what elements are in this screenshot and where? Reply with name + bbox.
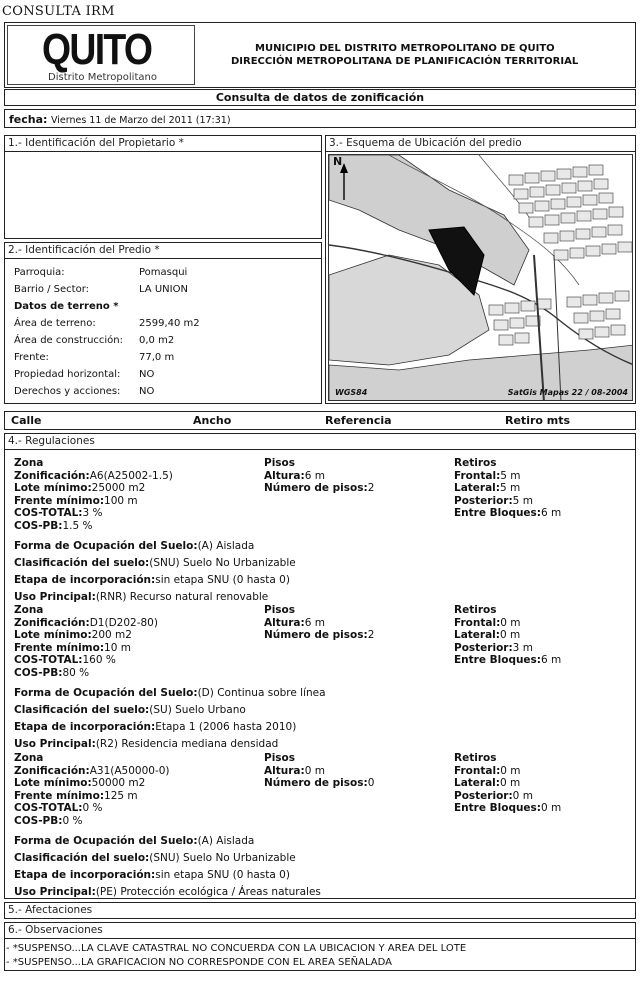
owner-section [4, 135, 322, 239]
field-label: Lateral: [454, 629, 500, 641]
field-label: Entre Bloques: [454, 654, 541, 666]
logo-subtitle: Distrito Metropolitano [48, 72, 157, 83]
afectaciones-section [4, 902, 636, 919]
field-label: Frontal: [454, 764, 501, 777]
regulation-field [14, 557, 296, 570]
field-label: Número de pisos: [264, 777, 368, 789]
field-value: 0 [367, 777, 375, 789]
regulation-field [454, 765, 561, 778]
regulation-field [454, 604, 561, 617]
field-label: Etapa de incorporación: [14, 869, 156, 881]
field-label: Frontal: [454, 616, 501, 629]
street-col-calle: Calle [11, 414, 42, 427]
field-label: Clasificación del suelo: [14, 704, 150, 716]
regulation-field [14, 721, 296, 734]
field-value: 125 m [104, 789, 138, 802]
field-label: Forma de Ocupación del Suelo: [14, 540, 198, 552]
field-label: Uso Principal: [14, 591, 96, 603]
field-value: (SNU) Suelo No Urbanizable [149, 557, 296, 569]
regulation-field [454, 457, 561, 470]
field-label: COS-TOTAL: [14, 654, 83, 666]
field-label: COS-PB: [14, 519, 63, 532]
area-construccion-value: 0,0 m2 [139, 335, 175, 346]
field-label: Pisos [264, 604, 296, 616]
observation-item: - *SUSPENSO...LA GRAFICACION NO CORRESPONDE CON EL AREA SEÑALADA [6, 957, 392, 968]
field-label: Clasificación del suelo: [14, 557, 150, 569]
north-arrow-label: N [333, 155, 343, 168]
barrio-value: LA UNION [139, 284, 188, 295]
field-label: Entre Bloques: [454, 507, 541, 519]
regulation-field [264, 457, 374, 470]
regulation-field [14, 617, 158, 630]
regulation-field [14, 457, 173, 470]
field-value: 6 m [304, 616, 325, 629]
field-value: 10 m [104, 641, 131, 654]
field-value: 5 m [512, 494, 533, 507]
field-label: Frente mínimo: [14, 641, 105, 654]
barrio-label: Barrio / Sector: [14, 284, 89, 295]
regulation-field [14, 629, 158, 642]
area-terreno-label: Área de terreno: [14, 318, 96, 329]
field-label: Zonificación: [14, 616, 90, 629]
field-value: 25000 m2 [91, 482, 146, 494]
street-col-ancho: Ancho [193, 414, 232, 427]
regulation-field [14, 507, 173, 520]
zonificacion-value: A31(A50000-0) [89, 764, 170, 777]
regulation-field [454, 752, 561, 765]
regulation-field [14, 654, 158, 667]
regulation-field [14, 540, 254, 553]
regulation-field [454, 482, 561, 495]
field-value: 6 m [304, 469, 325, 482]
area-terreno-value: 2599,40 m2 [139, 318, 200, 329]
field-value: 5 m [499, 482, 521, 494]
field-label: Retiros [454, 604, 497, 616]
field-label: Lote mínimo: [14, 629, 92, 641]
zone-block [14, 604, 626, 750]
field-label: Frente mínimo: [14, 494, 105, 507]
field-value: 0 m [500, 764, 521, 777]
logo-wordmark: QUITO [42, 25, 152, 74]
date-box: fecha: Viernes 11 de Marzo del 2011 (17:31) [4, 109, 636, 128]
regulation-field [14, 667, 158, 680]
field-label: Lateral: [454, 482, 500, 494]
field-label: COS-TOTAL: [14, 802, 83, 814]
regulation-field [264, 752, 374, 765]
regulation-field [14, 591, 268, 604]
zonificacion-value: A6(A25002-1.5) [89, 469, 173, 482]
zonificacion-value: D1(D202-80) [89, 616, 158, 629]
field-label: Retiros [454, 457, 497, 469]
zone-block [14, 457, 626, 603]
field-value: 5 m [500, 469, 521, 482]
field-value: 0 m [541, 802, 562, 814]
field-value: 50000 m2 [91, 777, 146, 789]
regulation-field [14, 482, 173, 495]
field-label: COS-PB: [14, 814, 63, 827]
field-value: (RNR) Recurso natural renovable [95, 591, 269, 603]
field-value: 3 % [82, 507, 103, 519]
regulation-field [264, 765, 374, 778]
field-label: Pisos [264, 752, 296, 764]
location-section [325, 135, 636, 404]
field-value: 100 m [104, 494, 138, 507]
top-label: CONSULTA IRM [2, 4, 115, 19]
propiedad-horizontal-label: Propiedad horizontal: [14, 369, 121, 380]
location-map [328, 154, 633, 401]
field-value: 0 m [500, 616, 521, 629]
field-value: (PE) Protección ecológica / Áreas naturales [95, 886, 321, 898]
regulation-field [264, 482, 374, 495]
field-label: Posterior: [454, 494, 513, 507]
regulation-field [264, 604, 374, 617]
field-label: Frente mínimo: [14, 789, 105, 802]
subtitle: Consulta de datos de zonificación [215, 91, 425, 104]
field-value: (A) Aislada [197, 835, 255, 847]
field-value: 0 % [62, 814, 83, 827]
field-label: COS-PB: [14, 666, 63, 679]
regulation-field [14, 835, 254, 848]
field-label: Frontal: [454, 469, 501, 482]
field-value: 6 m [541, 507, 562, 519]
field-label: Entre Bloques: [454, 802, 541, 814]
field-label: Uso Principal: [14, 738, 96, 750]
field-value: 0 m [304, 764, 325, 777]
afectaciones-title: 5.- Afectaciones [8, 904, 93, 916]
area-construccion-label: Área de construcción: [14, 335, 124, 346]
regulation-field [454, 629, 561, 642]
owner-title: 1.- Identificación del Propietario * [8, 137, 184, 149]
observaciones-frame [4, 939, 636, 971]
property-section [4, 242, 322, 404]
field-label: Zonificación: [14, 764, 90, 777]
field-value: (D) Continua sobre línea [197, 687, 326, 699]
regulation-field [454, 642, 561, 655]
header-line1: MUNICIPIO DEL DISTRITO METROPOLITANO DE QUITO [255, 43, 555, 54]
property-title: 2.- Identificación del Predio * [8, 244, 160, 256]
logo-box [7, 25, 195, 85]
field-value: 0 m [512, 789, 533, 802]
regulation-field [14, 642, 158, 655]
field-label: Forma de Ocupación del Suelo: [14, 687, 198, 699]
field-label: Clasificación del suelo: [14, 852, 150, 864]
regulation-field [14, 802, 170, 815]
field-label: Altura: [264, 616, 305, 629]
regulation-field [454, 654, 561, 667]
regulation-field [14, 777, 170, 790]
header-line2: DIRECCIÓN METROPOLITANA DE PLANIFICACIÓN TERRITORIAL [231, 56, 579, 67]
parroquia-label: Parroquia: [14, 267, 65, 278]
field-label: Zona [14, 457, 44, 469]
field-value: 2 [367, 482, 375, 494]
regulation-field [454, 470, 561, 483]
field-label: Lote mínimo: [14, 777, 92, 789]
regulation-field [14, 765, 170, 778]
field-label: Altura: [264, 469, 305, 482]
field-label: Pisos [264, 457, 296, 469]
field-value: 6 m [541, 654, 562, 666]
field-value: 3 m [512, 641, 533, 654]
header-box [4, 22, 636, 88]
date-value: Viernes 11 de Marzo del 2011 (17:31) [50, 115, 231, 126]
field-label: Etapa de incorporación: [14, 574, 156, 586]
observaciones-section [4, 922, 636, 939]
field-label: Lote mínimo: [14, 482, 92, 494]
regulation-field [14, 470, 173, 483]
field-value: (SU) Suelo Urbano [149, 704, 246, 716]
regulation-field [14, 687, 326, 700]
regulation-field [454, 790, 561, 803]
field-value: (A) Aislada [197, 540, 255, 552]
field-label: Posterior: [454, 789, 513, 802]
field-value: 0 m [499, 629, 521, 641]
field-value: 80 % [62, 666, 90, 679]
regulation-field [14, 869, 290, 882]
field-value: 160 % [82, 654, 116, 666]
field-label: Número de pisos: [264, 629, 368, 641]
location-title: 3.- Esquema de Ubicación del predio [329, 137, 522, 149]
field-label: Zonificación: [14, 469, 90, 482]
field-label: Número de pisos: [264, 482, 368, 494]
field-label: Retiros [454, 752, 497, 764]
regulation-field [454, 507, 561, 520]
field-label: Posterior: [454, 641, 513, 654]
field-label: Uso Principal: [14, 886, 96, 898]
zone-block [14, 752, 626, 898]
regulations-title: 4.- Regulaciones [8, 435, 95, 447]
street-col-referencia: Referencia [325, 414, 392, 427]
field-value: (R2) Residencia mediana densidad [95, 738, 279, 750]
subtitle-box [4, 89, 636, 106]
regulation-field [14, 495, 173, 508]
field-label: Forma de Ocupación del Suelo: [14, 835, 198, 847]
field-value: 0 % [82, 802, 103, 814]
regulation-field [14, 852, 296, 865]
derechos-value: NO [139, 386, 155, 397]
regulation-field [454, 495, 561, 508]
map-footer-right: SatGis Mapas 22 / 08-2004 [507, 388, 628, 397]
field-value: sin etapa SNU (0 hasta 0) [155, 869, 290, 881]
regulation-field [14, 790, 170, 803]
field-value: 2 [367, 629, 375, 641]
frente-label: Frente: [14, 352, 49, 363]
regulation-field [264, 629, 374, 642]
regulation-field [14, 815, 170, 828]
regulation-field [264, 777, 374, 790]
observation-item: - *SUSPENSO...LA CLAVE CATASTRAL NO CONCUERDA CON LA UBICACION Y AREA DEL LOTE [6, 943, 467, 954]
field-value: 1.5 % [62, 519, 93, 532]
regulation-field [454, 777, 561, 790]
regulation-field [14, 738, 278, 751]
regulation-field [454, 617, 561, 630]
propiedad-horizontal-value: NO [139, 369, 155, 380]
regulations-section [4, 433, 636, 899]
regulation-field [14, 752, 170, 765]
regulation-field [14, 886, 321, 899]
regulation-field [14, 574, 290, 587]
regulation-field [14, 604, 158, 617]
field-label: Lateral: [454, 777, 500, 789]
regulation-field [454, 802, 561, 815]
field-value: (SNU) Suelo No Urbanizable [149, 852, 296, 864]
regulation-field [14, 704, 246, 717]
regulation-field [264, 470, 374, 483]
field-value: 0 m [499, 777, 521, 789]
field-label: COS-TOTAL: [14, 507, 83, 519]
map-footer-left: WGS84 [335, 388, 368, 397]
field-label: Etapa de incorporación: [14, 721, 156, 733]
regulation-field [14, 520, 173, 533]
date-label: fecha [9, 113, 44, 126]
field-label: Zona [14, 752, 44, 764]
field-label: Zona [14, 604, 44, 616]
field-value: Etapa 1 (2006 hasta 2010) [155, 721, 297, 733]
frente-value: 77,0 m [139, 352, 175, 363]
datos-terreno-heading: Datos de terreno * [14, 301, 119, 312]
derechos-label: Derechos y acciones: [14, 386, 121, 397]
street-col-retiro: Retiro mts [505, 414, 571, 427]
field-label: Altura: [264, 764, 305, 777]
field-value: sin etapa SNU (0 hasta 0) [155, 574, 290, 586]
regulation-field [264, 617, 374, 630]
observaciones-title: 6.- Observaciones [8, 924, 103, 936]
street-header [4, 411, 636, 430]
field-value: 200 m2 [91, 629, 132, 641]
parroquia-value: Pomasqui [139, 267, 188, 278]
